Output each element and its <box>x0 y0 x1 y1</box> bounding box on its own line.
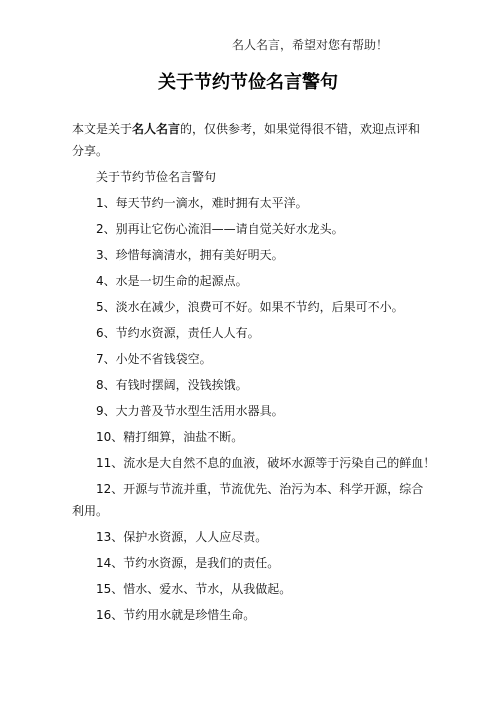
header-note: 名人名言，希望对您有帮助！ <box>232 38 389 52</box>
quote-item: 6、节约水资源，责任人人有。 <box>96 326 260 340</box>
quote-item: 11、流水是大自然不息的血液，破坏水源等于污染自己的鲜血！ <box>96 456 436 470</box>
intro-keyword: 名人名言 <box>132 122 181 136</box>
list-subtitle: 关于节约节俭名言警句 <box>96 170 217 184</box>
quote-item: 1、每天节约一滴水，难时拥有太平洋。 <box>96 196 308 210</box>
page-title: 关于节约节俭名言警句 <box>158 72 338 93</box>
quote-item: 10、精打细算，油盐不断。 <box>96 430 244 444</box>
quote-item: 13、保护水资源，人人应尽责。 <box>96 530 268 544</box>
quote-item: 12、开源与节流并重，节流优先、治污为本、科学开源，综合利用。 <box>72 482 424 518</box>
quote-item: 15、惜水、爱水、节水，从我做起。 <box>96 582 292 596</box>
quote-item: 16、节约用水就是珍惜生命。 <box>96 608 256 622</box>
quote-item: 8、有钱时摆阔，没钱挨饿。 <box>96 378 248 392</box>
quote-item: 14、节约水资源，是我们的责任。 <box>96 556 280 570</box>
quote-item: 7、小处不省钱袋空。 <box>96 352 212 366</box>
quote-item: 9、大力普及节水型生活用水器具。 <box>96 404 284 418</box>
intro-paragraph <box>72 118 432 162</box>
quote-item: 4、水是一切生命的起源点。 <box>96 274 248 288</box>
quote-item: 2、别再让它伤心流泪——请自觉关好水龙头。 <box>96 222 344 236</box>
intro-prefix: 本文是关于 <box>72 122 133 136</box>
quote-item: 3、珍惜每滴清水，拥有美好明天。 <box>96 248 284 262</box>
intro-suffix: 的，仅供参考，如果觉得很不错，欢迎点评和分享。 <box>72 122 421 158</box>
quote-item: 5、淡水在减少，浪费可不好。如果不节约，后果可不小。 <box>96 300 404 314</box>
quote-list <box>72 166 436 630</box>
